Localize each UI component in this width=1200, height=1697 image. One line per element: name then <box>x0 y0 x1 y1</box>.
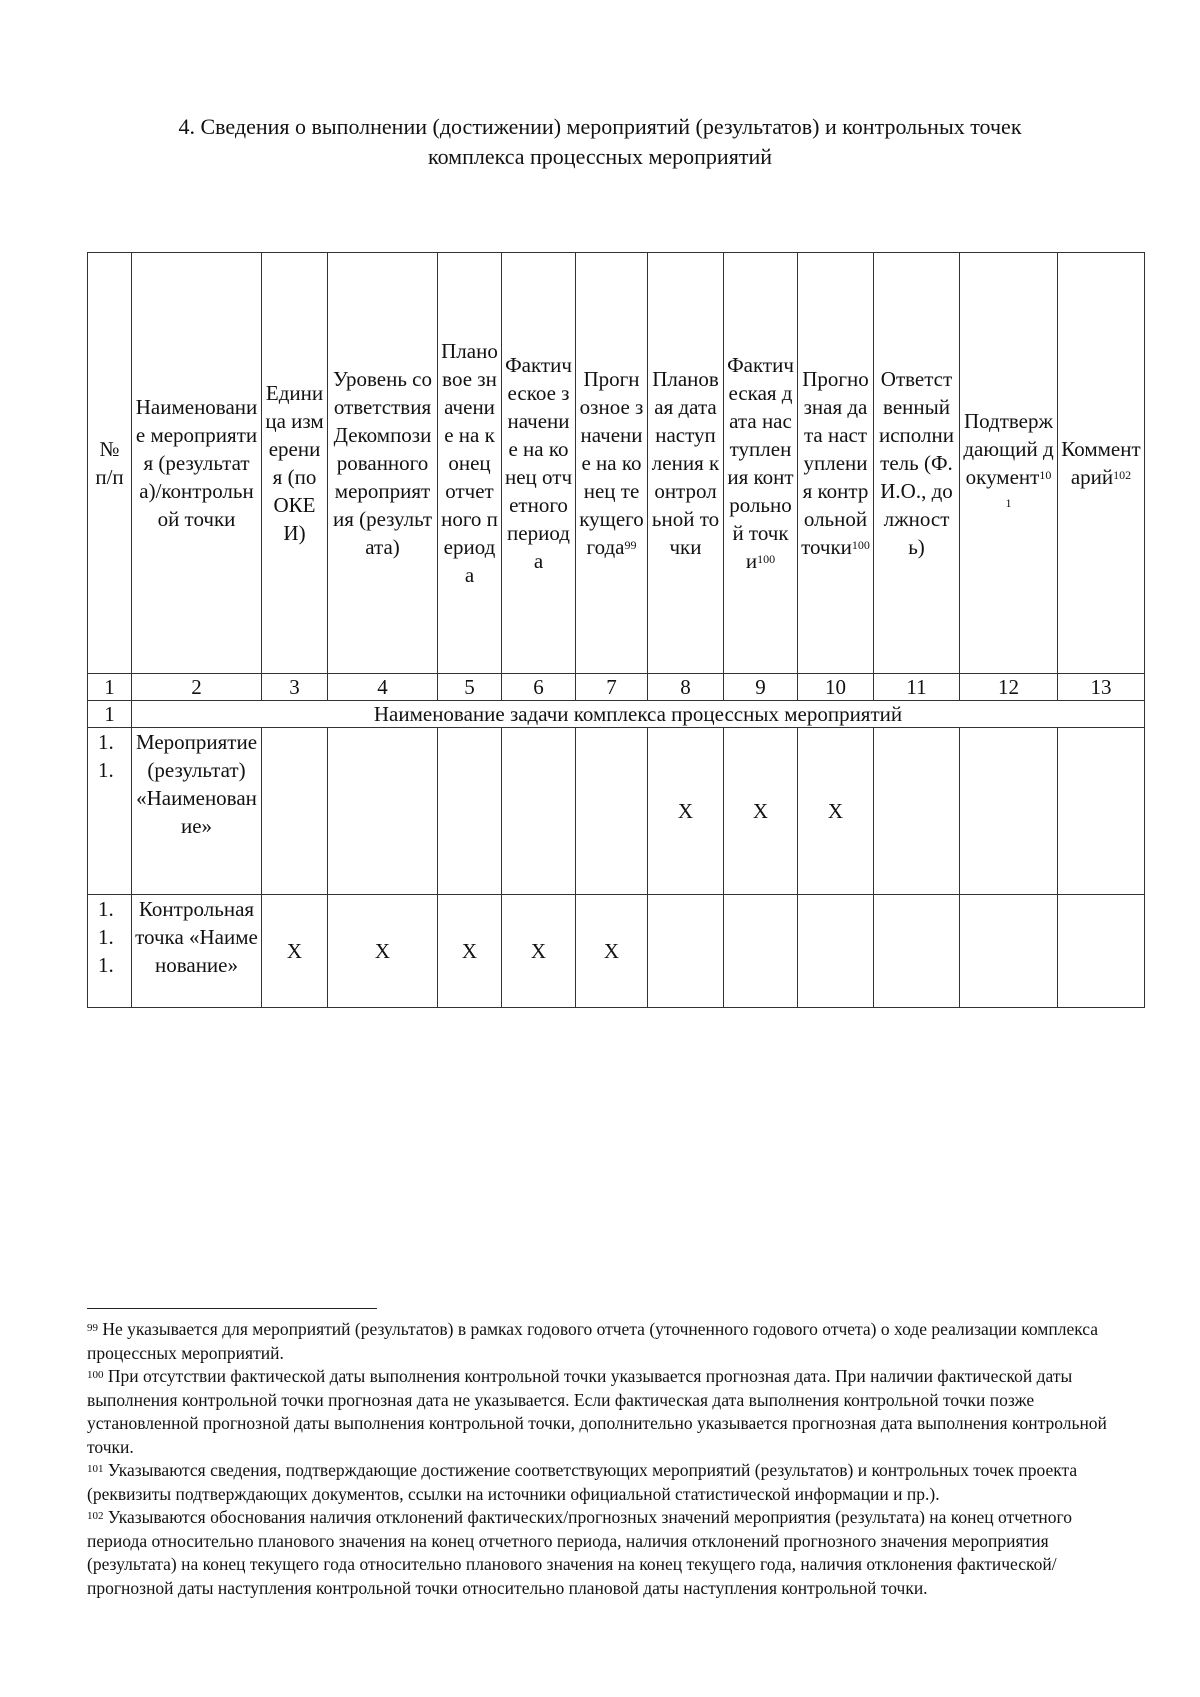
footnote-101: $^{101}$ Указываются сведения, подтверждающие достижение соответствующих мероприятий (результатов) и контрольных точек проекта (реквизиты подтверждающих документов, ссылки на источники официальной статистической информации и пр.). <box>87 1460 1078 1504</box>
column-number: 6 <box>502 674 576 701</box>
column-number: 4 <box>328 674 438 701</box>
column-number: 12 <box>960 674 1058 701</box>
task-number: 1 <box>88 701 132 728</box>
row-number: 1.1.1. <box>88 895 132 1008</box>
footnotes <box>87 1318 1127 1600</box>
column-number: 9 <box>724 674 798 701</box>
table-cell <box>960 895 1058 1008</box>
table-cell: X <box>576 895 648 1008</box>
table-cell <box>798 895 874 1008</box>
task-label: Наименование задачи комплекса процессных мероприятий <box>132 701 1145 728</box>
table-cell <box>648 895 724 1008</box>
header-col-5: Плановое значение на конец отчетного периода <box>438 253 502 674</box>
row-number: 1.1. <box>88 728 132 895</box>
table-row <box>88 895 1145 1008</box>
table-cell: X <box>724 728 798 895</box>
table-cell <box>874 895 960 1008</box>
title-line-1: 4. Сведения о выполнении (достижении) мероприятий (результатов) и контрольных точек <box>178 114 1022 139</box>
title-line-2: комплекса процессных мероприятий <box>428 144 772 169</box>
table-cell <box>724 895 798 1008</box>
column-number: 8 <box>648 674 724 701</box>
footnote-ref-101: 101 <box>1005 468 1052 510</box>
table-cell: X <box>798 728 874 895</box>
table-row <box>88 728 1145 895</box>
footnote-ref-99: 99 <box>624 538 637 552</box>
column-number: 1 <box>88 674 132 701</box>
table-cell <box>874 728 960 895</box>
header-col-2: Наименование мероприятия (результата)/контрольной точки <box>132 253 262 674</box>
header-col-9: Фактическая дата наступления контрольной точки$^{100}$ <box>724 253 798 674</box>
footnote-102: $^{102}$ Указываются обоснования наличия отклонений фактических/прогнозных значений мероприятия (результата) на конец отчетного периода относительно планового значения на конец отчетного периода, наличия отклонений прогнозного значения мероприятия (результата) на конец текущего года относительно планового значения на конец текущего года, наличия отклонения фактической/прогнозной даты наступления контрольной точки относительно плановой даты наступления контрольной точки. <box>87 1507 1073 1598</box>
header-col-13: Комментарий$^{102}$ <box>1058 253 1145 674</box>
page-title <box>120 112 1080 172</box>
column-number: 7 <box>576 674 648 701</box>
table-cell <box>1058 728 1145 895</box>
header-col-3: Единица измерения (по ОКЕИ) <box>262 253 328 674</box>
column-number: 2 <box>132 674 262 701</box>
row-name: Мероприятие (результат) «Наименование» <box>132 728 262 895</box>
header-col-1: № п/п <box>88 253 132 674</box>
footnote-99: $^{99}$ Не указывается для мероприятий (результатов) в рамках годового отчета (уточненного годового отчета) о ходе реализации комплекса процессных мероприятий. <box>87 1319 1099 1363</box>
header-col-7: Прогнозное значение на конец текущего года$^{99}$ <box>576 253 648 674</box>
table-cell <box>328 728 438 895</box>
table-cell: X <box>502 895 576 1008</box>
header-row <box>88 253 1145 674</box>
header-col-10: Прогнозная дата наступления контрольной точки$^{100}$ <box>798 253 874 674</box>
header-col-8: Плановая дата наступления контрольной точки <box>648 253 724 674</box>
column-number: 13 <box>1058 674 1145 701</box>
table-cell: X <box>438 895 502 1008</box>
footnote-100: $^{100}$ При отсутствии фактической даты выполнения контрольной точки указывается прогнозная дата. При наличии фактической даты выполнения контрольной точки прогнозная дата не указывается. Если фактическая дата выполнения контрольной точки позже установленной прогнозной даты выполнения контрольной точки, дополнительно указывается прогнозная дата выполнения контрольной точки. <box>87 1366 1107 1457</box>
footnote-ref-100: 100 <box>757 552 776 566</box>
table-cell <box>262 728 328 895</box>
row-name: Контрольная точка «Наименование» <box>132 895 262 1008</box>
column-number: 11 <box>874 674 960 701</box>
footnote-separator <box>87 1308 377 1309</box>
table-cell <box>438 728 502 895</box>
table-cell: X <box>262 895 328 1008</box>
table-cell <box>1058 895 1145 1008</box>
header-col-4: Уровень соответствия Декомпозированного мероприятия (результата) <box>328 253 438 674</box>
footnote-ref-100b: 100 <box>851 538 870 552</box>
table-cell: X <box>648 728 724 895</box>
table-cell <box>576 728 648 895</box>
column-number-row <box>88 674 1145 701</box>
header-col-6: Фактическое значение на конец отчетного периода <box>502 253 576 674</box>
column-number: 10 <box>798 674 874 701</box>
header-col-12: Подтверждающий документ$^{101}$ <box>960 253 1058 674</box>
header-col-11: Ответственный исполнитель (Ф.И.О., должность) <box>874 253 960 674</box>
footnote-ref-102: 102 <box>1113 468 1132 482</box>
column-number: 5 <box>438 674 502 701</box>
table-cell <box>502 728 576 895</box>
results-table <box>87 252 1145 1008</box>
column-number: 3 <box>262 674 328 701</box>
table-cell: X <box>328 895 438 1008</box>
table-cell <box>960 728 1058 895</box>
task-row <box>88 701 1145 728</box>
